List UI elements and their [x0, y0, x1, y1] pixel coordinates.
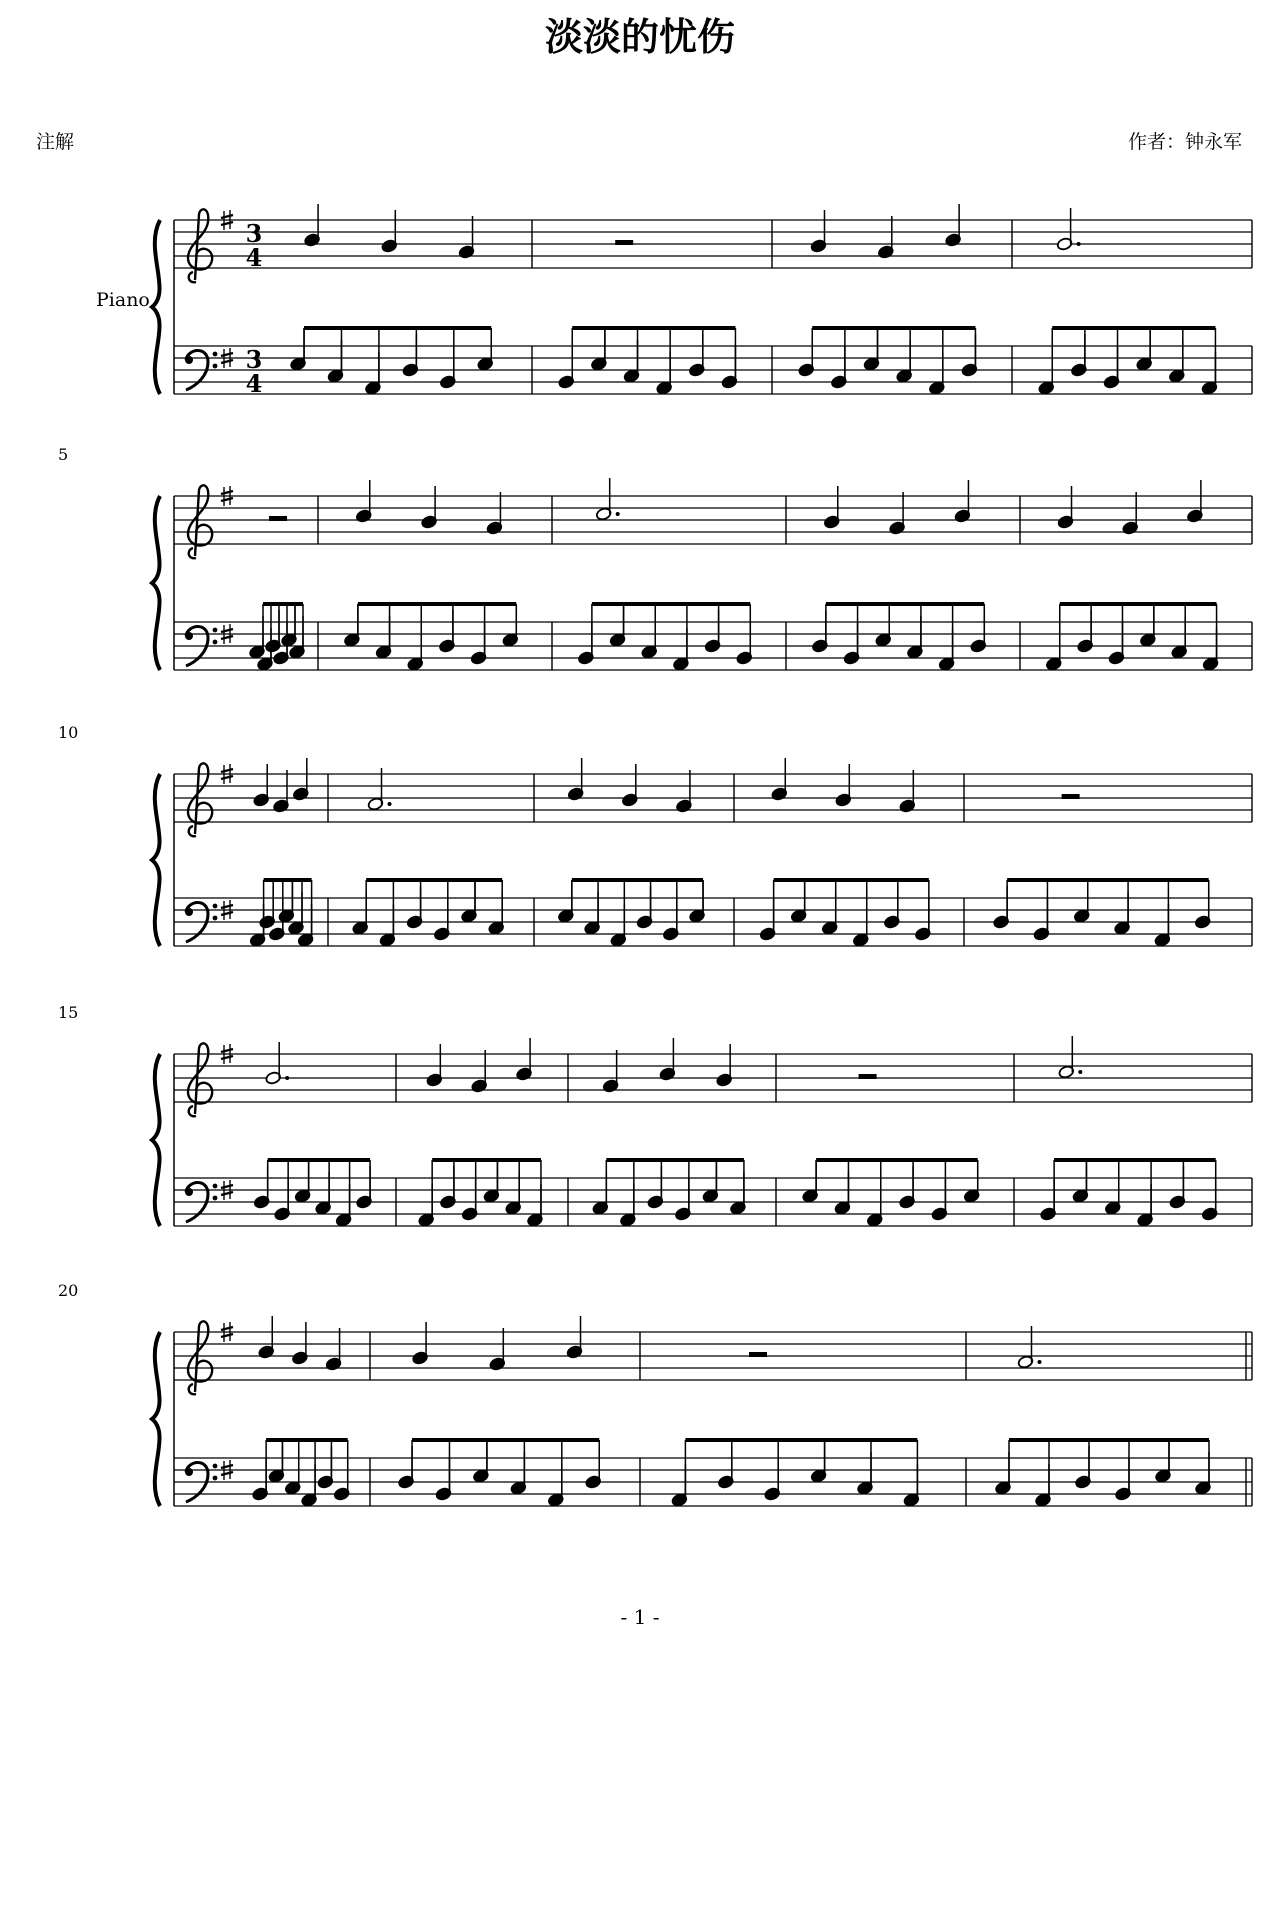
augmentation-dot [285, 1076, 289, 1080]
half-rest [859, 1074, 877, 1079]
bass-clef-dot [185, 1188, 193, 1196]
sharp-icon [221, 491, 233, 494]
bass-clef-dot [213, 1464, 218, 1469]
sharp-icon [221, 912, 233, 915]
bass-clef-dot [213, 904, 218, 909]
augmentation-dot [616, 512, 620, 516]
measure-number: 20 [58, 1281, 79, 1300]
bass-staff [174, 1178, 1252, 1226]
half-rest [269, 516, 287, 521]
sharp-icon [221, 1465, 233, 1468]
bass-clef-dot [185, 1468, 193, 1476]
half-rest [749, 1352, 767, 1357]
composer-credit: 作者：钟永军 [1127, 131, 1242, 153]
notes-label: 注解 [36, 131, 75, 153]
time-sig-numerator: 3 [245, 345, 263, 374]
bass-clef-dot [213, 916, 218, 921]
bass-clef-dot [213, 364, 218, 369]
brace-icon [152, 220, 160, 394]
bass-clef-dot [213, 352, 218, 357]
sharp-icon [221, 1049, 233, 1052]
treble-staff [174, 209, 1252, 282]
bass-clef-dot [185, 632, 193, 640]
treble-staff [174, 485, 1252, 558]
measure-number: 15 [58, 1003, 79, 1022]
bass-clef-dot [213, 1196, 218, 1201]
half-rest [1062, 794, 1080, 799]
bass-clef-dot [213, 1476, 218, 1481]
sharp-icon [221, 1185, 233, 1188]
sharp-icon [221, 1192, 233, 1195]
sharp-icon [221, 1327, 233, 1330]
sharp-icon [221, 1056, 233, 1059]
time-sig-numerator: 3 [245, 219, 263, 248]
time-sig-denominator: 4 [245, 243, 263, 272]
sharp-icon [221, 222, 233, 225]
augmentation-dot [1078, 1070, 1082, 1074]
system-4 [58, 1003, 1252, 1227]
half-rest [615, 240, 633, 245]
page-number: - 1 - [620, 1605, 660, 1629]
system-1 [152, 204, 1252, 398]
sharp-icon [221, 629, 233, 632]
score-systems [58, 204, 1252, 1507]
system-5 [58, 1281, 1252, 1507]
brace-icon [152, 1054, 160, 1226]
bass-clef-dot [213, 640, 218, 645]
system-3 [58, 723, 1252, 947]
bass-staff [174, 898, 1252, 946]
instrument-label: Piano [96, 289, 150, 311]
system-2 [58, 445, 1252, 671]
augmentation-dot [1038, 1360, 1042, 1364]
brace-icon [152, 496, 160, 670]
sharp-icon [221, 776, 233, 779]
sharp-icon [221, 215, 233, 218]
time-sig-denominator: 4 [245, 369, 263, 398]
brace-icon [152, 1332, 160, 1506]
sharp-icon [221, 360, 233, 363]
sharp-icon [221, 636, 233, 639]
brace-icon [152, 774, 160, 946]
treble-staff [174, 1321, 1252, 1394]
score-title: 淡淡的忧伤 [544, 14, 736, 59]
sharp-icon [221, 769, 233, 772]
bass-clef-dot [185, 908, 193, 916]
treble-staff [174, 763, 1252, 836]
sharp-icon [221, 353, 233, 356]
bass-clef-dot [185, 356, 193, 364]
augmentation-dot [388, 802, 392, 806]
augmentation-dot [1077, 242, 1081, 246]
sharp-icon [221, 1334, 233, 1337]
sharp-icon [221, 498, 233, 501]
bass-clef-dot [213, 1184, 218, 1189]
measure-number: 10 [58, 723, 79, 742]
bass-clef-dot [213, 628, 218, 633]
sharp-icon [221, 905, 233, 908]
treble-staff [174, 1043, 1252, 1116]
measure-number: 5 [58, 445, 69, 464]
sharp-icon [221, 1472, 233, 1475]
